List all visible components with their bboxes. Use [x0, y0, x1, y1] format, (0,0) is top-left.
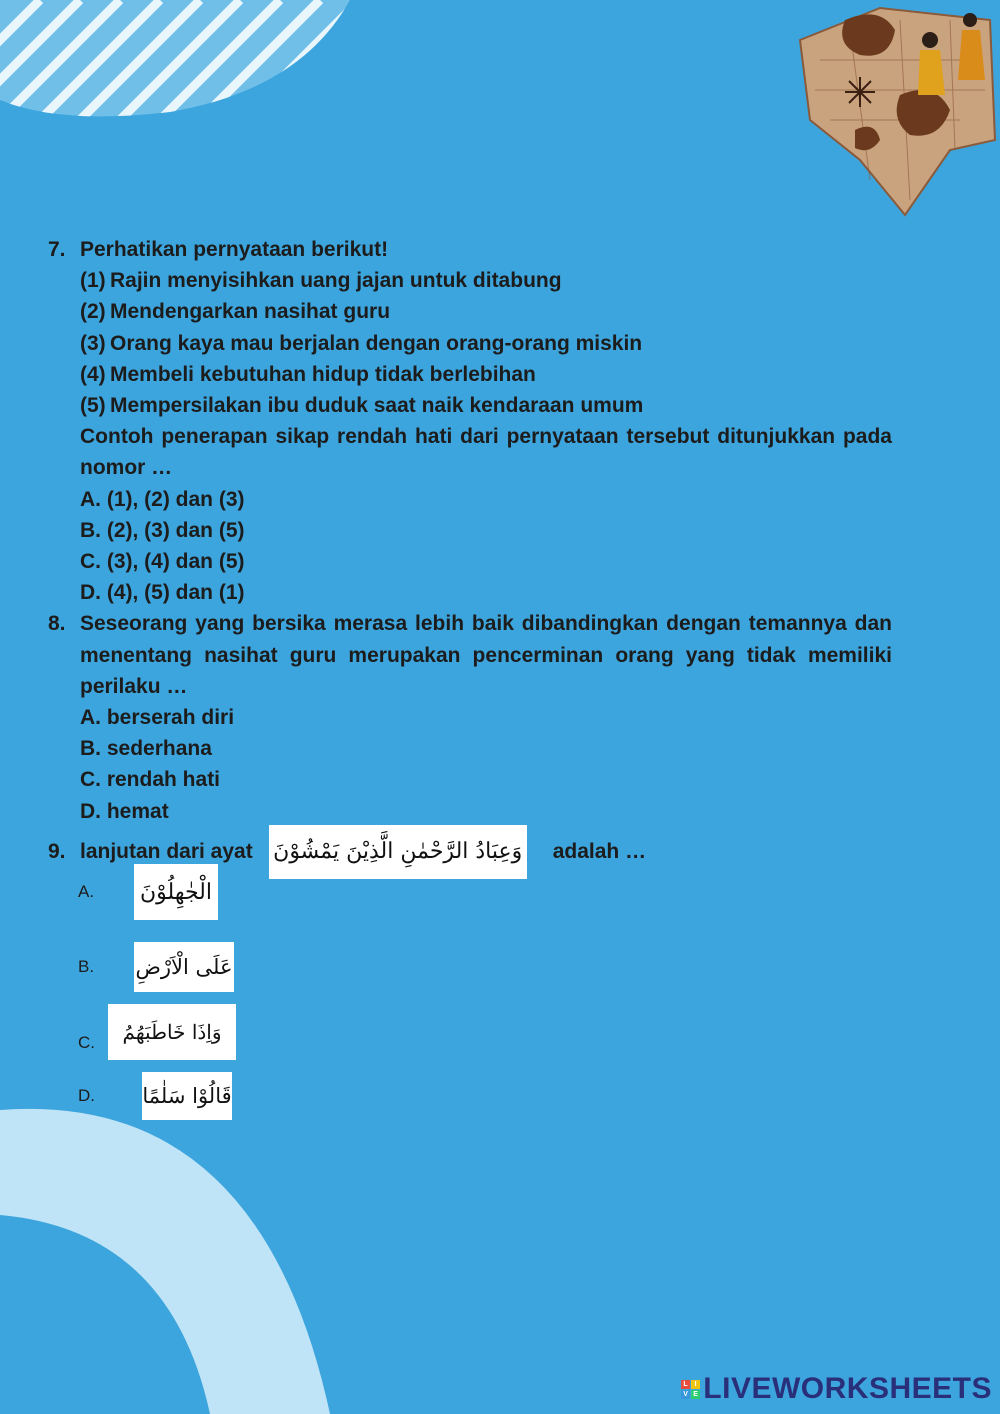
answer-option-b[interactable] — [78, 942, 234, 992]
option-letter: A. — [78, 882, 95, 901]
arabic-option-image: وَاِذَا خَاطَبَهُمُ — [108, 1004, 236, 1060]
statement-item: (5) Mempersilakan ibu duduk saat naik kendaraan umum — [80, 394, 644, 418]
statement-item: (4) Membeli kebutuhan hidup tidak berlebihan — [80, 362, 536, 386]
arabic-option-image: قَالُوْا سَلٰمًا — [142, 1072, 232, 1120]
answer-option-a[interactable] — [78, 864, 218, 920]
question-suffix: adalah … — [552, 840, 647, 864]
liveworksheets-logo[interactable] — [681, 1372, 992, 1406]
question-text: Contoh penerapan sikap rendah hati dari pernyataan tersebut ditunjukkan pada nomor … — [80, 425, 892, 480]
worksheet-content — [48, 234, 892, 879]
option-letter: D. — [78, 1086, 95, 1105]
statement-item: (3) Orang kaya mau berjalan dengan orang-orang miskin — [80, 331, 643, 355]
statement-item: (1) Rajin menyisihkan uang jajan untuk ditabung — [80, 269, 562, 293]
question-8 — [48, 608, 892, 826]
answer-option[interactable]: A. berserah diri — [80, 706, 235, 730]
question-number: 7. — [48, 238, 66, 261]
question-number: 8. — [48, 612, 66, 636]
answer-option[interactable]: A. (1), (2) dan (3) — [80, 487, 245, 511]
map-illustration — [800, 8, 995, 215]
question-prompt: Perhatikan pernyataan berikut! — [80, 238, 389, 261]
arabic-option-image: عَلَى الْاَرْضِ — [134, 942, 234, 992]
question-7 — [48, 234, 892, 608]
answer-option[interactable]: C. rendah hati — [80, 768, 221, 792]
logo-mark-icon: L I V E — [683, 1380, 699, 1398]
bottom-arc-shape — [0, 1109, 330, 1414]
brand-text: LIVEWORKSHEETS — [703, 1372, 992, 1405]
ayat-image: وَعِبَادُ الرَّحْمٰنِ الَّذِيْنَ يَمْشُوْنَ — [269, 825, 527, 879]
question-text: Seseorang yang bersika merasa lebih baik dibandingkan dengan temannya dan menentang nasihat guru merupakan pencerminan orang yang tidak memiliki perilaku … — [80, 612, 892, 698]
answer-option[interactable]: B. (2), (3) dan (5) — [80, 518, 245, 542]
question-prefix: lanjutan dari ayat — [80, 840, 253, 864]
answer-option-c[interactable] — [78, 1004, 236, 1060]
answer-option[interactable]: C. (3), (4) dan (5) — [80, 550, 245, 574]
answer-option-d[interactable] — [78, 1072, 232, 1120]
answer-option[interactable]: D. hemat — [80, 799, 169, 823]
answer-option[interactable]: B. sederhana — [80, 737, 212, 761]
arabic-option-image: الْجٰهِلُوْنَ — [134, 864, 218, 920]
option-letter: B. — [78, 957, 95, 976]
striped-corner-shape — [0, 0, 400, 140]
answer-option[interactable]: D. (4), (5) dan (1) — [80, 581, 245, 605]
option-letter: C. — [78, 1033, 95, 1052]
question-number: 9. — [48, 840, 66, 864]
statement-item: (2) Mendengarkan nasihat guru — [80, 300, 391, 324]
